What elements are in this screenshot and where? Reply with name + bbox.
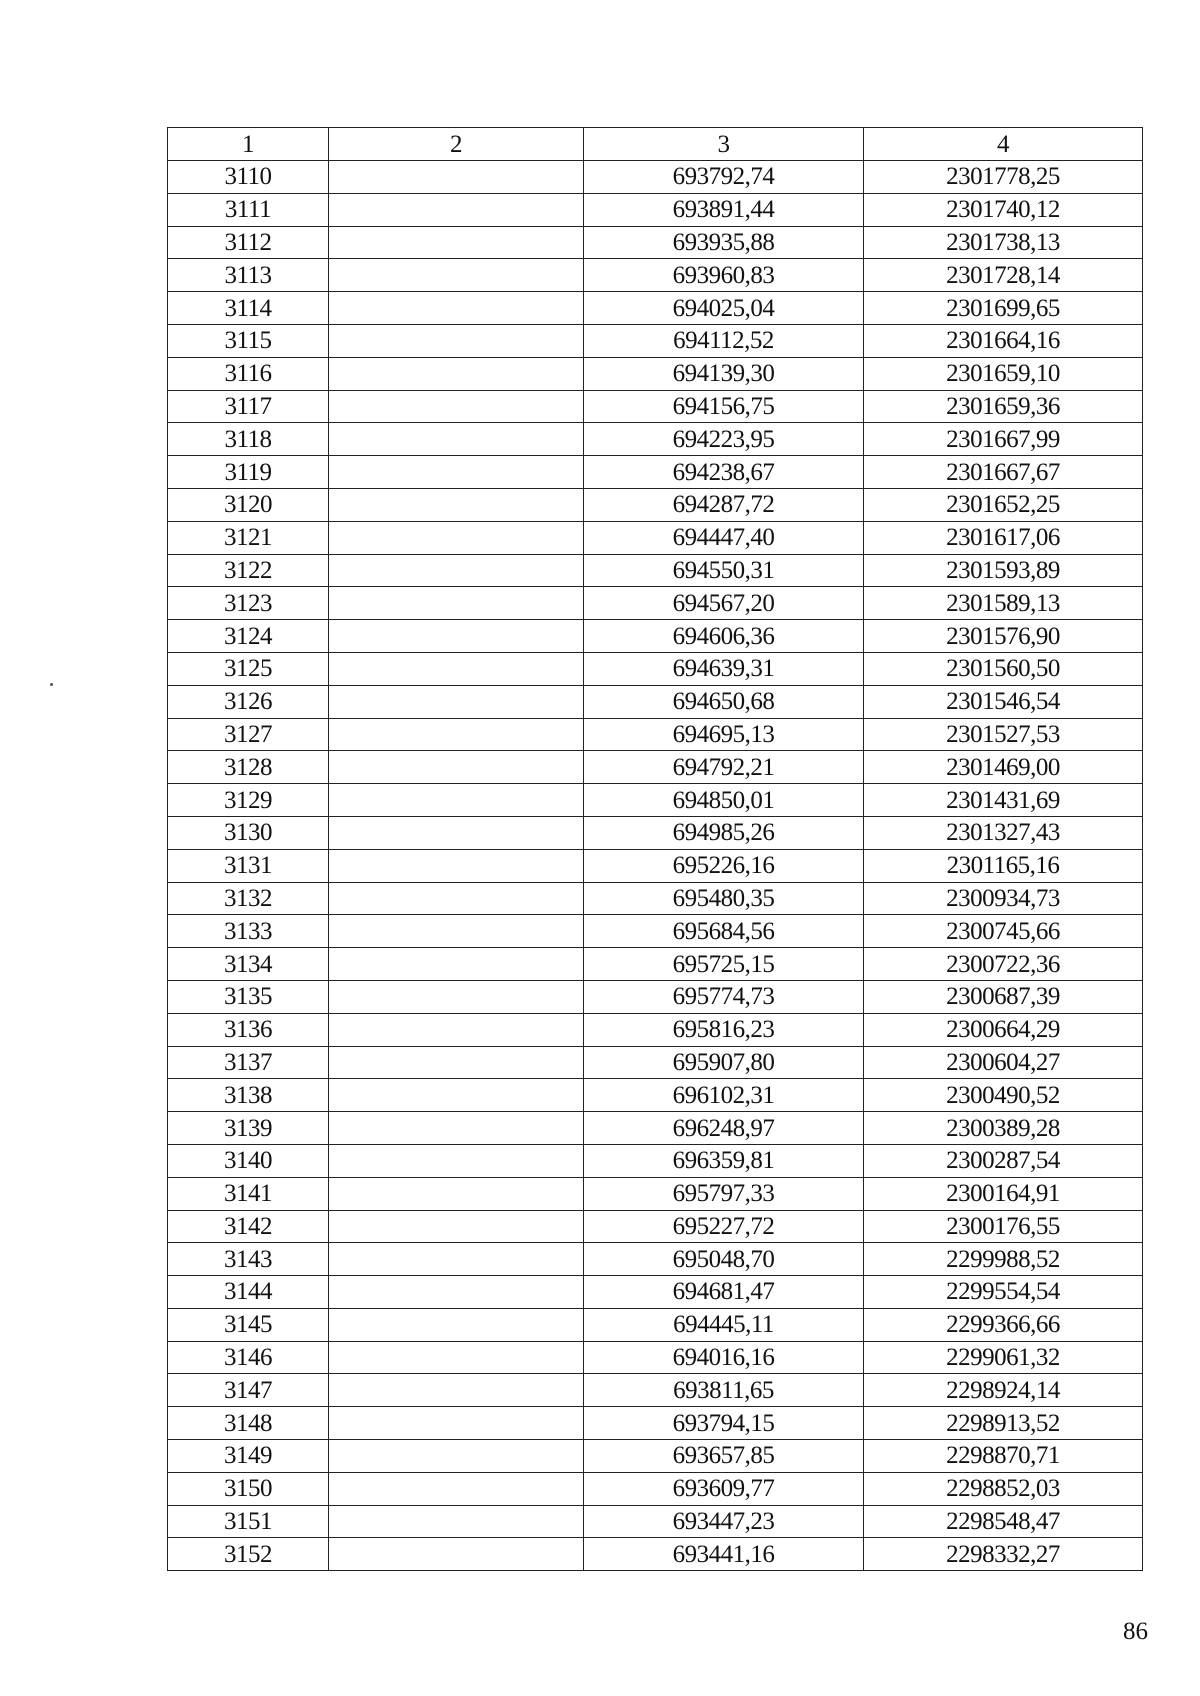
- column-2-cell: [329, 1144, 584, 1177]
- table-row: [168, 587, 1143, 620]
- table-row: [168, 161, 1143, 194]
- point-number-cell: 3113: [168, 259, 329, 292]
- y-coordinate-cell: 2300722,36: [864, 948, 1143, 981]
- table-row: [168, 1046, 1143, 1079]
- stray-mark: [50, 683, 53, 686]
- y-coordinate-cell: 2301659,10: [864, 357, 1143, 390]
- page-number: 86: [1123, 1618, 1148, 1645]
- column-2-cell: [329, 948, 584, 981]
- y-coordinate-cell: 2300287,54: [864, 1144, 1143, 1177]
- x-coordinate-cell: 694025,04: [584, 292, 864, 325]
- table-row: [168, 1013, 1143, 1046]
- coordinates-table: [167, 127, 1143, 1571]
- table-row: [168, 357, 1143, 390]
- y-coordinate-cell: 2301667,67: [864, 456, 1143, 489]
- point-number-cell: 3116: [168, 357, 329, 390]
- x-coordinate-cell: 695797,33: [584, 1177, 864, 1210]
- column-2-cell: [329, 980, 584, 1013]
- table-row: [168, 1276, 1143, 1309]
- column-2-cell: [329, 1013, 584, 1046]
- table-row: [168, 816, 1143, 849]
- y-coordinate-cell: 2301652,25: [864, 488, 1143, 521]
- x-coordinate-cell: 694985,26: [584, 816, 864, 849]
- point-number-cell: 3146: [168, 1341, 329, 1374]
- point-number-cell: 3123: [168, 587, 329, 620]
- y-coordinate-cell: 2301576,90: [864, 620, 1143, 653]
- table-row: [168, 1177, 1143, 1210]
- table-row: [168, 685, 1143, 718]
- x-coordinate-cell: 693935,88: [584, 226, 864, 259]
- x-coordinate-cell: 693792,74: [584, 161, 864, 194]
- x-coordinate-cell: 693794,15: [584, 1407, 864, 1440]
- x-coordinate-cell: 693441,16: [584, 1538, 864, 1571]
- table-header: [168, 128, 1143, 161]
- y-coordinate-cell: 2300490,52: [864, 1079, 1143, 1112]
- column-2-cell: [329, 1112, 584, 1145]
- table-row: [168, 554, 1143, 587]
- x-coordinate-cell: 694287,72: [584, 488, 864, 521]
- x-coordinate-cell: 694650,68: [584, 685, 864, 718]
- y-coordinate-cell: 2301527,53: [864, 718, 1143, 751]
- table-row: [168, 620, 1143, 653]
- point-number-cell: 3136: [168, 1013, 329, 1046]
- point-number-cell: 3111: [168, 193, 329, 226]
- y-coordinate-cell: 2301699,65: [864, 292, 1143, 325]
- point-number-cell: 3129: [168, 784, 329, 817]
- y-coordinate-cell: 2298870,71: [864, 1440, 1143, 1473]
- column-2-cell: [329, 849, 584, 882]
- y-coordinate-cell: 2301431,69: [864, 784, 1143, 817]
- table-row: [168, 652, 1143, 685]
- x-coordinate-cell: 694567,20: [584, 587, 864, 620]
- x-coordinate-cell: 693960,83: [584, 259, 864, 292]
- table-row: [168, 1374, 1143, 1407]
- x-coordinate-cell: 695227,72: [584, 1210, 864, 1243]
- point-number-cell: 3142: [168, 1210, 329, 1243]
- column-2-cell: [329, 1046, 584, 1079]
- column-2-cell: [329, 390, 584, 423]
- point-number-cell: 3149: [168, 1440, 329, 1473]
- table-row: [168, 1538, 1143, 1571]
- point-number-cell: 3143: [168, 1243, 329, 1276]
- table-row: [168, 1341, 1143, 1374]
- point-number-cell: 3145: [168, 1308, 329, 1341]
- y-coordinate-cell: 2298548,47: [864, 1505, 1143, 1538]
- point-number-cell: 3147: [168, 1374, 329, 1407]
- x-coordinate-cell: 693447,23: [584, 1505, 864, 1538]
- x-coordinate-cell: 695907,80: [584, 1046, 864, 1079]
- point-number-cell: 3148: [168, 1407, 329, 1440]
- x-coordinate-cell: 694445,11: [584, 1308, 864, 1341]
- table-row: [168, 292, 1143, 325]
- point-number-cell: 3128: [168, 751, 329, 784]
- table-row: [168, 1079, 1143, 1112]
- y-coordinate-cell: 2298924,14: [864, 1374, 1143, 1407]
- column-2-cell: [329, 1079, 584, 1112]
- point-number-cell: 3138: [168, 1079, 329, 1112]
- point-number-cell: 3130: [168, 816, 329, 849]
- x-coordinate-cell: 694850,01: [584, 784, 864, 817]
- table-row: [168, 1308, 1143, 1341]
- column-2-cell: [329, 292, 584, 325]
- column-2-cell: [329, 620, 584, 653]
- y-coordinate-cell: 2301469,00: [864, 751, 1143, 784]
- y-coordinate-cell: 2300604,27: [864, 1046, 1143, 1079]
- column-2-cell: [329, 1276, 584, 1309]
- point-number-cell: 3133: [168, 915, 329, 948]
- y-coordinate-cell: 2301659,36: [864, 390, 1143, 423]
- x-coordinate-cell: 693811,65: [584, 1374, 864, 1407]
- x-coordinate-cell: 693891,44: [584, 193, 864, 226]
- y-coordinate-cell: 2300164,91: [864, 1177, 1143, 1210]
- table-row: [168, 259, 1143, 292]
- x-coordinate-cell: 694112,52: [584, 324, 864, 357]
- x-coordinate-cell: 694695,13: [584, 718, 864, 751]
- column-2-cell: [329, 521, 584, 554]
- table-row: [168, 1144, 1143, 1177]
- point-number-cell: 3124: [168, 620, 329, 653]
- x-coordinate-cell: 694681,47: [584, 1276, 864, 1309]
- y-coordinate-cell: 2301560,50: [864, 652, 1143, 685]
- y-coordinate-cell: 2301778,25: [864, 161, 1143, 194]
- table-row: [168, 226, 1143, 259]
- point-number-cell: 3117: [168, 390, 329, 423]
- column-2-cell: [329, 718, 584, 751]
- x-coordinate-cell: 694156,75: [584, 390, 864, 423]
- point-number-cell: 3152: [168, 1538, 329, 1571]
- column-2-cell: [329, 915, 584, 948]
- column-header-3: 3: [584, 128, 864, 161]
- y-coordinate-cell: 2299554,54: [864, 1276, 1143, 1309]
- column-2-cell: [329, 488, 584, 521]
- column-2-cell: [329, 882, 584, 915]
- table-row: [168, 882, 1143, 915]
- x-coordinate-cell: 694639,31: [584, 652, 864, 685]
- x-coordinate-cell: 694447,40: [584, 521, 864, 554]
- x-coordinate-cell: 694016,16: [584, 1341, 864, 1374]
- y-coordinate-cell: 2301664,16: [864, 324, 1143, 357]
- point-number-cell: 3118: [168, 423, 329, 456]
- point-number-cell: 3139: [168, 1112, 329, 1145]
- y-coordinate-cell: 2301740,12: [864, 193, 1143, 226]
- column-2-cell: [329, 357, 584, 390]
- point-number-cell: 3151: [168, 1505, 329, 1538]
- x-coordinate-cell: 693609,77: [584, 1472, 864, 1505]
- point-number-cell: 3127: [168, 718, 329, 751]
- column-2-cell: [329, 587, 584, 620]
- y-coordinate-cell: 2300934,73: [864, 882, 1143, 915]
- column-header-2: 2: [329, 128, 584, 161]
- table-row: [168, 784, 1143, 817]
- table-row: [168, 1440, 1143, 1473]
- x-coordinate-cell: 695048,70: [584, 1243, 864, 1276]
- point-number-cell: 3137: [168, 1046, 329, 1079]
- column-2-cell: [329, 685, 584, 718]
- column-2-cell: [329, 1407, 584, 1440]
- x-coordinate-cell: 694550,31: [584, 554, 864, 587]
- column-2-cell: [329, 1308, 584, 1341]
- point-number-cell: 3144: [168, 1276, 329, 1309]
- x-coordinate-cell: 696102,31: [584, 1079, 864, 1112]
- column-2-cell: [329, 816, 584, 849]
- x-coordinate-cell: 695226,16: [584, 849, 864, 882]
- header-row: [168, 128, 1143, 161]
- x-coordinate-cell: 695725,15: [584, 948, 864, 981]
- column-2-cell: [329, 1505, 584, 1538]
- point-number-cell: 3125: [168, 652, 329, 685]
- x-coordinate-cell: 695684,56: [584, 915, 864, 948]
- x-coordinate-cell: 696248,97: [584, 1112, 864, 1145]
- column-2-cell: [329, 1374, 584, 1407]
- point-number-cell: 3120: [168, 488, 329, 521]
- column-2-cell: [329, 1472, 584, 1505]
- table-row: [168, 488, 1143, 521]
- y-coordinate-cell: 2301617,06: [864, 521, 1143, 554]
- y-coordinate-cell: 2301738,13: [864, 226, 1143, 259]
- column-2-cell: [329, 784, 584, 817]
- x-coordinate-cell: 694792,21: [584, 751, 864, 784]
- x-coordinate-cell: 694223,95: [584, 423, 864, 456]
- x-coordinate-cell: 695816,23: [584, 1013, 864, 1046]
- column-header-1: 1: [168, 128, 329, 161]
- column-2-cell: [329, 193, 584, 226]
- point-number-cell: 3141: [168, 1177, 329, 1210]
- table-row: [168, 423, 1143, 456]
- table-row: [168, 1210, 1143, 1243]
- y-coordinate-cell: 2298913,52: [864, 1407, 1143, 1440]
- y-coordinate-cell: 2301593,89: [864, 554, 1143, 587]
- point-number-cell: 3134: [168, 948, 329, 981]
- table-row: [168, 390, 1143, 423]
- column-2-cell: [329, 324, 584, 357]
- table-body: [168, 161, 1143, 1571]
- table-row: [168, 1472, 1143, 1505]
- column-2-cell: [329, 1440, 584, 1473]
- x-coordinate-cell: 694606,36: [584, 620, 864, 653]
- x-coordinate-cell: 694238,67: [584, 456, 864, 489]
- point-number-cell: 3119: [168, 456, 329, 489]
- column-2-cell: [329, 226, 584, 259]
- point-number-cell: 3150: [168, 1472, 329, 1505]
- table-row: [168, 980, 1143, 1013]
- table-row: [168, 1505, 1143, 1538]
- point-number-cell: 3135: [168, 980, 329, 1013]
- y-coordinate-cell: 2301728,14: [864, 259, 1143, 292]
- y-coordinate-cell: 2299988,52: [864, 1243, 1143, 1276]
- point-number-cell: 3114: [168, 292, 329, 325]
- point-number-cell: 3126: [168, 685, 329, 718]
- y-coordinate-cell: 2301589,13: [864, 587, 1143, 620]
- x-coordinate-cell: 695480,35: [584, 882, 864, 915]
- y-coordinate-cell: 2300664,29: [864, 1013, 1143, 1046]
- y-coordinate-cell: 2299061,32: [864, 1341, 1143, 1374]
- column-2-cell: [329, 456, 584, 489]
- table-row: [168, 751, 1143, 784]
- table-row: [168, 718, 1143, 751]
- table-row: [168, 1112, 1143, 1145]
- y-coordinate-cell: 2300745,66: [864, 915, 1143, 948]
- x-coordinate-cell: 694139,30: [584, 357, 864, 390]
- column-2-cell: [329, 259, 584, 292]
- x-coordinate-cell: 695774,73: [584, 980, 864, 1013]
- column-2-cell: [329, 652, 584, 685]
- table-row: [168, 324, 1143, 357]
- column-2-cell: [329, 1177, 584, 1210]
- table-row: [168, 521, 1143, 554]
- table-row: [168, 915, 1143, 948]
- y-coordinate-cell: 2298852,03: [864, 1472, 1143, 1505]
- column-2-cell: [329, 423, 584, 456]
- point-number-cell: 3121: [168, 521, 329, 554]
- column-2-cell: [329, 554, 584, 587]
- table-row: [168, 1407, 1143, 1440]
- table-row: [168, 456, 1143, 489]
- column-2-cell: [329, 161, 584, 194]
- point-number-cell: 3115: [168, 324, 329, 357]
- column-2-cell: [329, 1538, 584, 1571]
- table-row: [168, 193, 1143, 226]
- y-coordinate-cell: 2299366,66: [864, 1308, 1143, 1341]
- point-number-cell: 3140: [168, 1144, 329, 1177]
- table-row: [168, 948, 1143, 981]
- point-number-cell: 3112: [168, 226, 329, 259]
- point-number-cell: 3132: [168, 882, 329, 915]
- y-coordinate-cell: 2301327,43: [864, 816, 1143, 849]
- column-header-4: 4: [864, 128, 1143, 161]
- x-coordinate-cell: 693657,85: [584, 1440, 864, 1473]
- point-number-cell: 3110: [168, 161, 329, 194]
- y-coordinate-cell: 2300389,28: [864, 1112, 1143, 1145]
- table-row: [168, 849, 1143, 882]
- column-2-cell: [329, 1210, 584, 1243]
- point-number-cell: 3122: [168, 554, 329, 587]
- y-coordinate-cell: 2300687,39: [864, 980, 1143, 1013]
- x-coordinate-cell: 696359,81: [584, 1144, 864, 1177]
- column-2-cell: [329, 1243, 584, 1276]
- y-coordinate-cell: 2300176,55: [864, 1210, 1143, 1243]
- column-2-cell: [329, 751, 584, 784]
- y-coordinate-cell: 2301667,99: [864, 423, 1143, 456]
- column-2-cell: [329, 1341, 584, 1374]
- y-coordinate-cell: 2301546,54: [864, 685, 1143, 718]
- table-row: [168, 1243, 1143, 1276]
- y-coordinate-cell: 2298332,27: [864, 1538, 1143, 1571]
- y-coordinate-cell: 2301165,16: [864, 849, 1143, 882]
- point-number-cell: 3131: [168, 849, 329, 882]
